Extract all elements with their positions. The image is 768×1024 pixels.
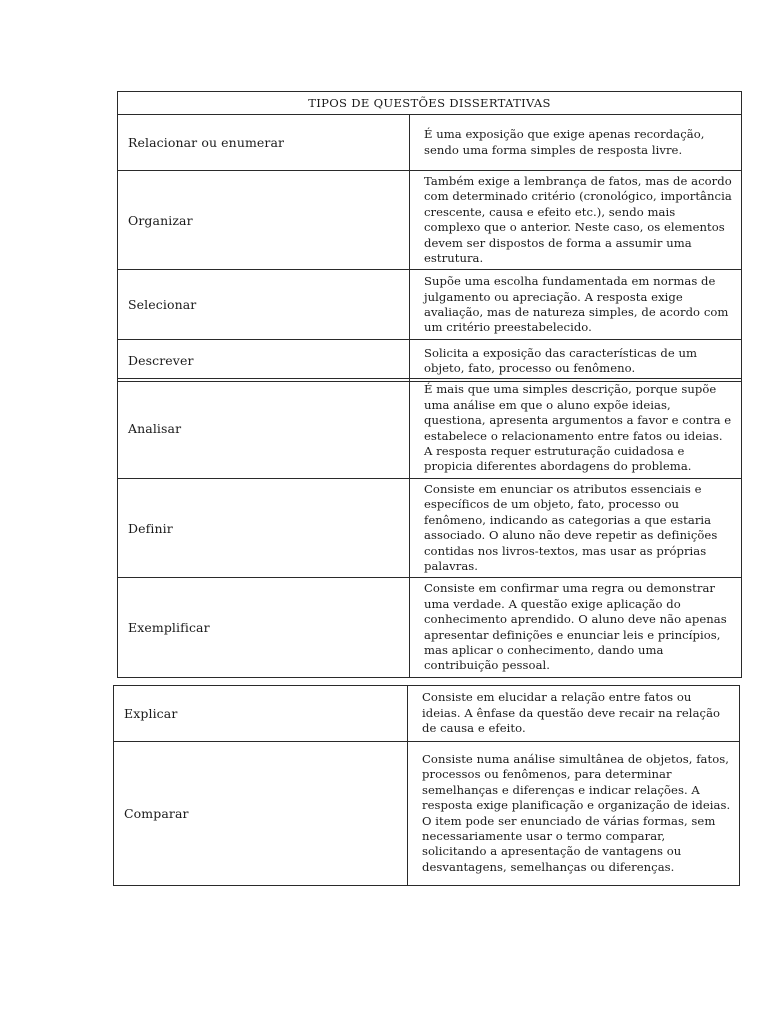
term-relacionar: Relacionar ou enumerar <box>118 115 410 171</box>
term-definir: Definir <box>118 479 410 578</box>
definition-definir: Consiste em enunciar os atributos essenciais e específicos de um objeto, fato, processo ou fenômeno, indicando as categorias a que estaria associado. O aluno não deve repetir as definições contidas nos livros-textos, mas usar as próprias palavras. <box>410 479 742 578</box>
table-title: TIPOS DE QUESTÕES DISSERTATIVAS <box>118 92 742 115</box>
table-row <box>114 686 740 742</box>
table-row <box>118 270 742 340</box>
definition-analisar: É mais que uma simples descrição, porque supõe uma análise em que o aluno expõe ideias, questiona, apresenta argumentos a favor e contra e estabelece o relacionamento entre fatos ou ideias. A resposta requer estruturação cuidadosa e propicia diferentes abordagens do problema. <box>410 379 742 479</box>
definition-explicar: Consiste em elucidar a relação entre fatos ou ideias. A ênfase da questão deve recair na relação de causa e efeito. <box>408 686 740 742</box>
table-row <box>118 340 742 382</box>
table-row <box>118 379 742 479</box>
term-explicar: Explicar <box>114 686 408 742</box>
table-row <box>118 578 742 677</box>
term-descrever: Descrever <box>118 340 410 382</box>
term-exemplificar: Exemplificar <box>118 578 410 677</box>
definition-relacionar: É uma exposição que exige apenas recordação, sendo uma forma simples de resposta livre. <box>410 115 742 171</box>
definition-descrever: Solicita a exposição das características de um objeto, fato, processo ou fenômeno. <box>410 340 742 382</box>
question-types-table-part-2 <box>117 378 742 678</box>
table-row <box>118 115 742 171</box>
term-selecionar: Selecionar <box>118 270 410 340</box>
definition-organizar: Também exige a lembrança de fatos, mas de acordo com determinado critério (cronológico, importância crescente, causa e efeito etc.), sendo mais complexo que o anterior. Neste caso, os elementos devem ser dispostos de forma a assumir uma estrutura. <box>410 171 742 270</box>
definition-comparar: Consiste numa análise simultânea de objetos, fatos, processos ou fenômenos, para determinar semelhanças e diferenças e indicar relações. A resposta exige planificação e organização de ideias. O item pode ser enunciado de várias formas, sem necessariamente usar o termo comparar, solicitando a apresentação de vantagens ou desvantagens, semelhanças ou diferenças. <box>408 742 740 886</box>
definition-selecionar: Supõe uma escolha fundamentada em normas de julgamento ou apreciação. A resposta exige avaliação, mas de natureza simples, de acordo com um critério preestabelecido. <box>410 270 742 340</box>
table-row <box>114 742 740 886</box>
table-row <box>118 171 742 270</box>
term-organizar: Organizar <box>118 171 410 270</box>
definition-exemplificar: Consiste em confirmar uma regra ou demonstrar uma verdade. A questão exige aplicação do conhecimento aprendido. O aluno deve não apenas apresentar definições e enunciar leis e princípios, mas aplicar o conhecimento, dando uma contribuição pessoal. <box>410 578 742 677</box>
table-row <box>118 479 742 578</box>
question-types-table-part-1 <box>117 91 742 382</box>
term-analisar: Analisar <box>118 379 410 479</box>
term-comparar: Comparar <box>114 742 408 886</box>
question-types-table-part-3 <box>113 685 740 886</box>
